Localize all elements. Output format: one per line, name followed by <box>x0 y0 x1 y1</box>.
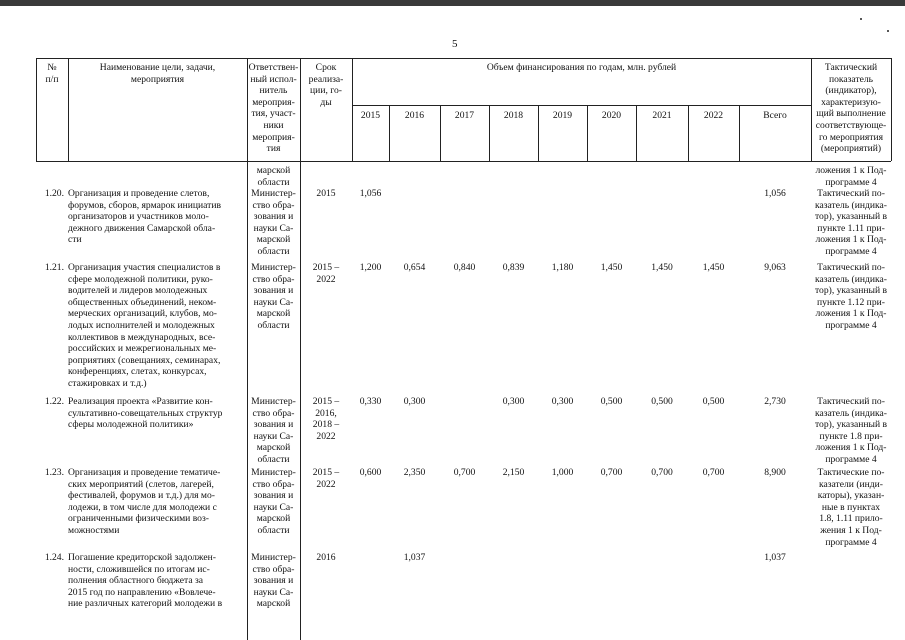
row-number: 1.22. <box>44 396 64 407</box>
row-responsible: Министер- ство обра- зования и науки Са- марской области <box>251 467 296 536</box>
row-value: 0,839 <box>502 262 525 273</box>
row-value: 0,600 <box>359 467 382 478</box>
carryover-responsible: марской области <box>256 165 291 188</box>
page-number: 5 <box>452 38 458 50</box>
row-term: 2015 – 2022 <box>312 467 340 490</box>
row-value: 1,180 <box>551 262 574 273</box>
header-indicator: Тактический показатель (индикатор), характеризую- щий выполнение соответствующе- го мероприятия (мероприятий) <box>815 62 887 155</box>
row-value: 1,450 <box>600 262 623 273</box>
row-indicator: Тактические по- казатели (инди- каторы), указан- ные в пунктах 1.8, 1.11 прило- жения 1 к Под- программе 4 <box>817 467 885 548</box>
row-value: 0,300 <box>551 396 574 407</box>
row-term: 2016 <box>316 552 336 563</box>
row-indicator: Тактический по- казатель (индика- тор), указанный в пункте 1.11 при- ложения 1 к Под- программе 4 <box>814 188 888 257</box>
row-responsible: Министер- ство обра- зования и науки Са- марской области <box>251 396 296 465</box>
row-value: 2,350 <box>403 467 426 478</box>
header-funding: Объем финансирования по годам, млн. рублей <box>486 62 677 73</box>
row-value: 0,300 <box>502 396 525 407</box>
row-value: 0,300 <box>403 396 426 407</box>
row-term: 2015 <box>316 188 336 199</box>
row-value: 1,056 <box>359 188 382 199</box>
header-year: 2020 <box>601 110 622 121</box>
row-indicator: Тактический по- казатель (индика- тор), указанный в пункте 1.12 при- ложения 1 к Под- программе 4 <box>814 262 888 331</box>
header-num: № п/п <box>45 62 59 85</box>
row-number: 1.24. <box>44 552 64 563</box>
row-value: 0,500 <box>651 396 673 407</box>
row-term: 2015 – 2016, 2018 – 2022 <box>312 396 340 442</box>
row-responsible: Министер- ство обра- зования и науки Са- марской <box>251 552 296 610</box>
row-number: 1.20. <box>44 188 64 199</box>
row-responsible: Министер- ство обра- зования и науки Са- марской области <box>251 188 296 257</box>
header-year: 2018 <box>503 110 524 121</box>
row-number: 1.21. <box>44 262 64 273</box>
header-responsible: Ответствен- ный испол- нитель мероприя- тия, участ- ники мероприя- тия <box>248 62 299 155</box>
header-year: 2017 <box>454 110 475 121</box>
row-value: 0,654 <box>403 262 426 273</box>
header-name: Наименование цели, задачи, мероприятия <box>99 62 216 85</box>
row-value: 0,700 <box>600 467 623 478</box>
header-total: Всего <box>763 110 787 121</box>
row-value: 0,500 <box>600 396 623 407</box>
header-year: 2022 <box>703 110 724 121</box>
row-total: 8,900 <box>764 467 786 478</box>
row-value: 1,200 <box>359 262 382 273</box>
header-year: 2015 <box>360 110 381 121</box>
row-total: 1,037 <box>764 552 786 563</box>
row-value: 1,000 <box>551 467 574 478</box>
header-year: 2019 <box>552 110 573 121</box>
row-value: 0,700 <box>702 467 725 478</box>
row-value: 0,700 <box>453 467 476 478</box>
row-name: Погашение кредиторской задолжен- ности, сложившейся по итогам ис- полнения областного бюджета за 2015 год по направлению «Вовлече- ние различных категорий молодежи в <box>68 552 223 610</box>
row-value: 1,450 <box>702 262 725 273</box>
header-year: 2021 <box>652 110 672 121</box>
row-value: 0,500 <box>702 396 725 407</box>
row-name: Организация и проведение тематиче- ских мероприятий (слетов, лагерей, фестивалей, форумов и т.д.) для мо- лодежи, в том числе для молодежи с ограниченными физическими воз- можностями <box>68 467 221 536</box>
row-value: 0,840 <box>453 262 476 273</box>
row-responsible: Министер- ство обра- зования и науки Са- марской области <box>251 262 296 331</box>
carryover-indicator: ложения 1 к Под- программе 4 <box>815 165 887 188</box>
row-term: 2015 – 2022 <box>312 262 340 285</box>
row-indicator: Тактический по- казатель (индика- тор), указанный в пункте 1.8 при- ложения 1 к Под- программе 4 <box>814 396 888 465</box>
row-value: 0,700 <box>651 467 673 478</box>
row-total: 1,056 <box>764 188 786 199</box>
row-name: Организация участия специалистов в сфере молодежной политики, руко- водителей и лидеров молодежных общественных объединений, неком- мерческих организаций, клубов, мо- лодых исполнителей и молодежных коллективов в международных, все- российских и межрегиональных ме- роприятиях (совещаниях, семинарах, конференциях, слетах, конкурсах, стажировках и т.д.) <box>68 262 221 389</box>
row-name: Реализация проекта «Развитие кон- сультативно-совещательных структур сферы молодежной политики» <box>68 396 223 431</box>
row-name: Организация и проведение слетов, форумов, сборов, ярмарок инициатив организаторов и участников моло- дежного движения Самарской обла- сти <box>68 188 222 246</box>
row-number: 1.23. <box>44 467 64 478</box>
row-value: 2,150 <box>502 467 525 478</box>
header-term: Срок реализа- ции, го- ды <box>308 62 344 108</box>
row-value: 1,037 <box>403 552 426 563</box>
row-value: 0,330 <box>359 396 382 407</box>
header-year: 2016 <box>404 110 425 121</box>
row-total: 2,730 <box>764 396 786 407</box>
row-value: 1,450 <box>651 262 673 273</box>
row-total: 9,063 <box>764 262 786 273</box>
